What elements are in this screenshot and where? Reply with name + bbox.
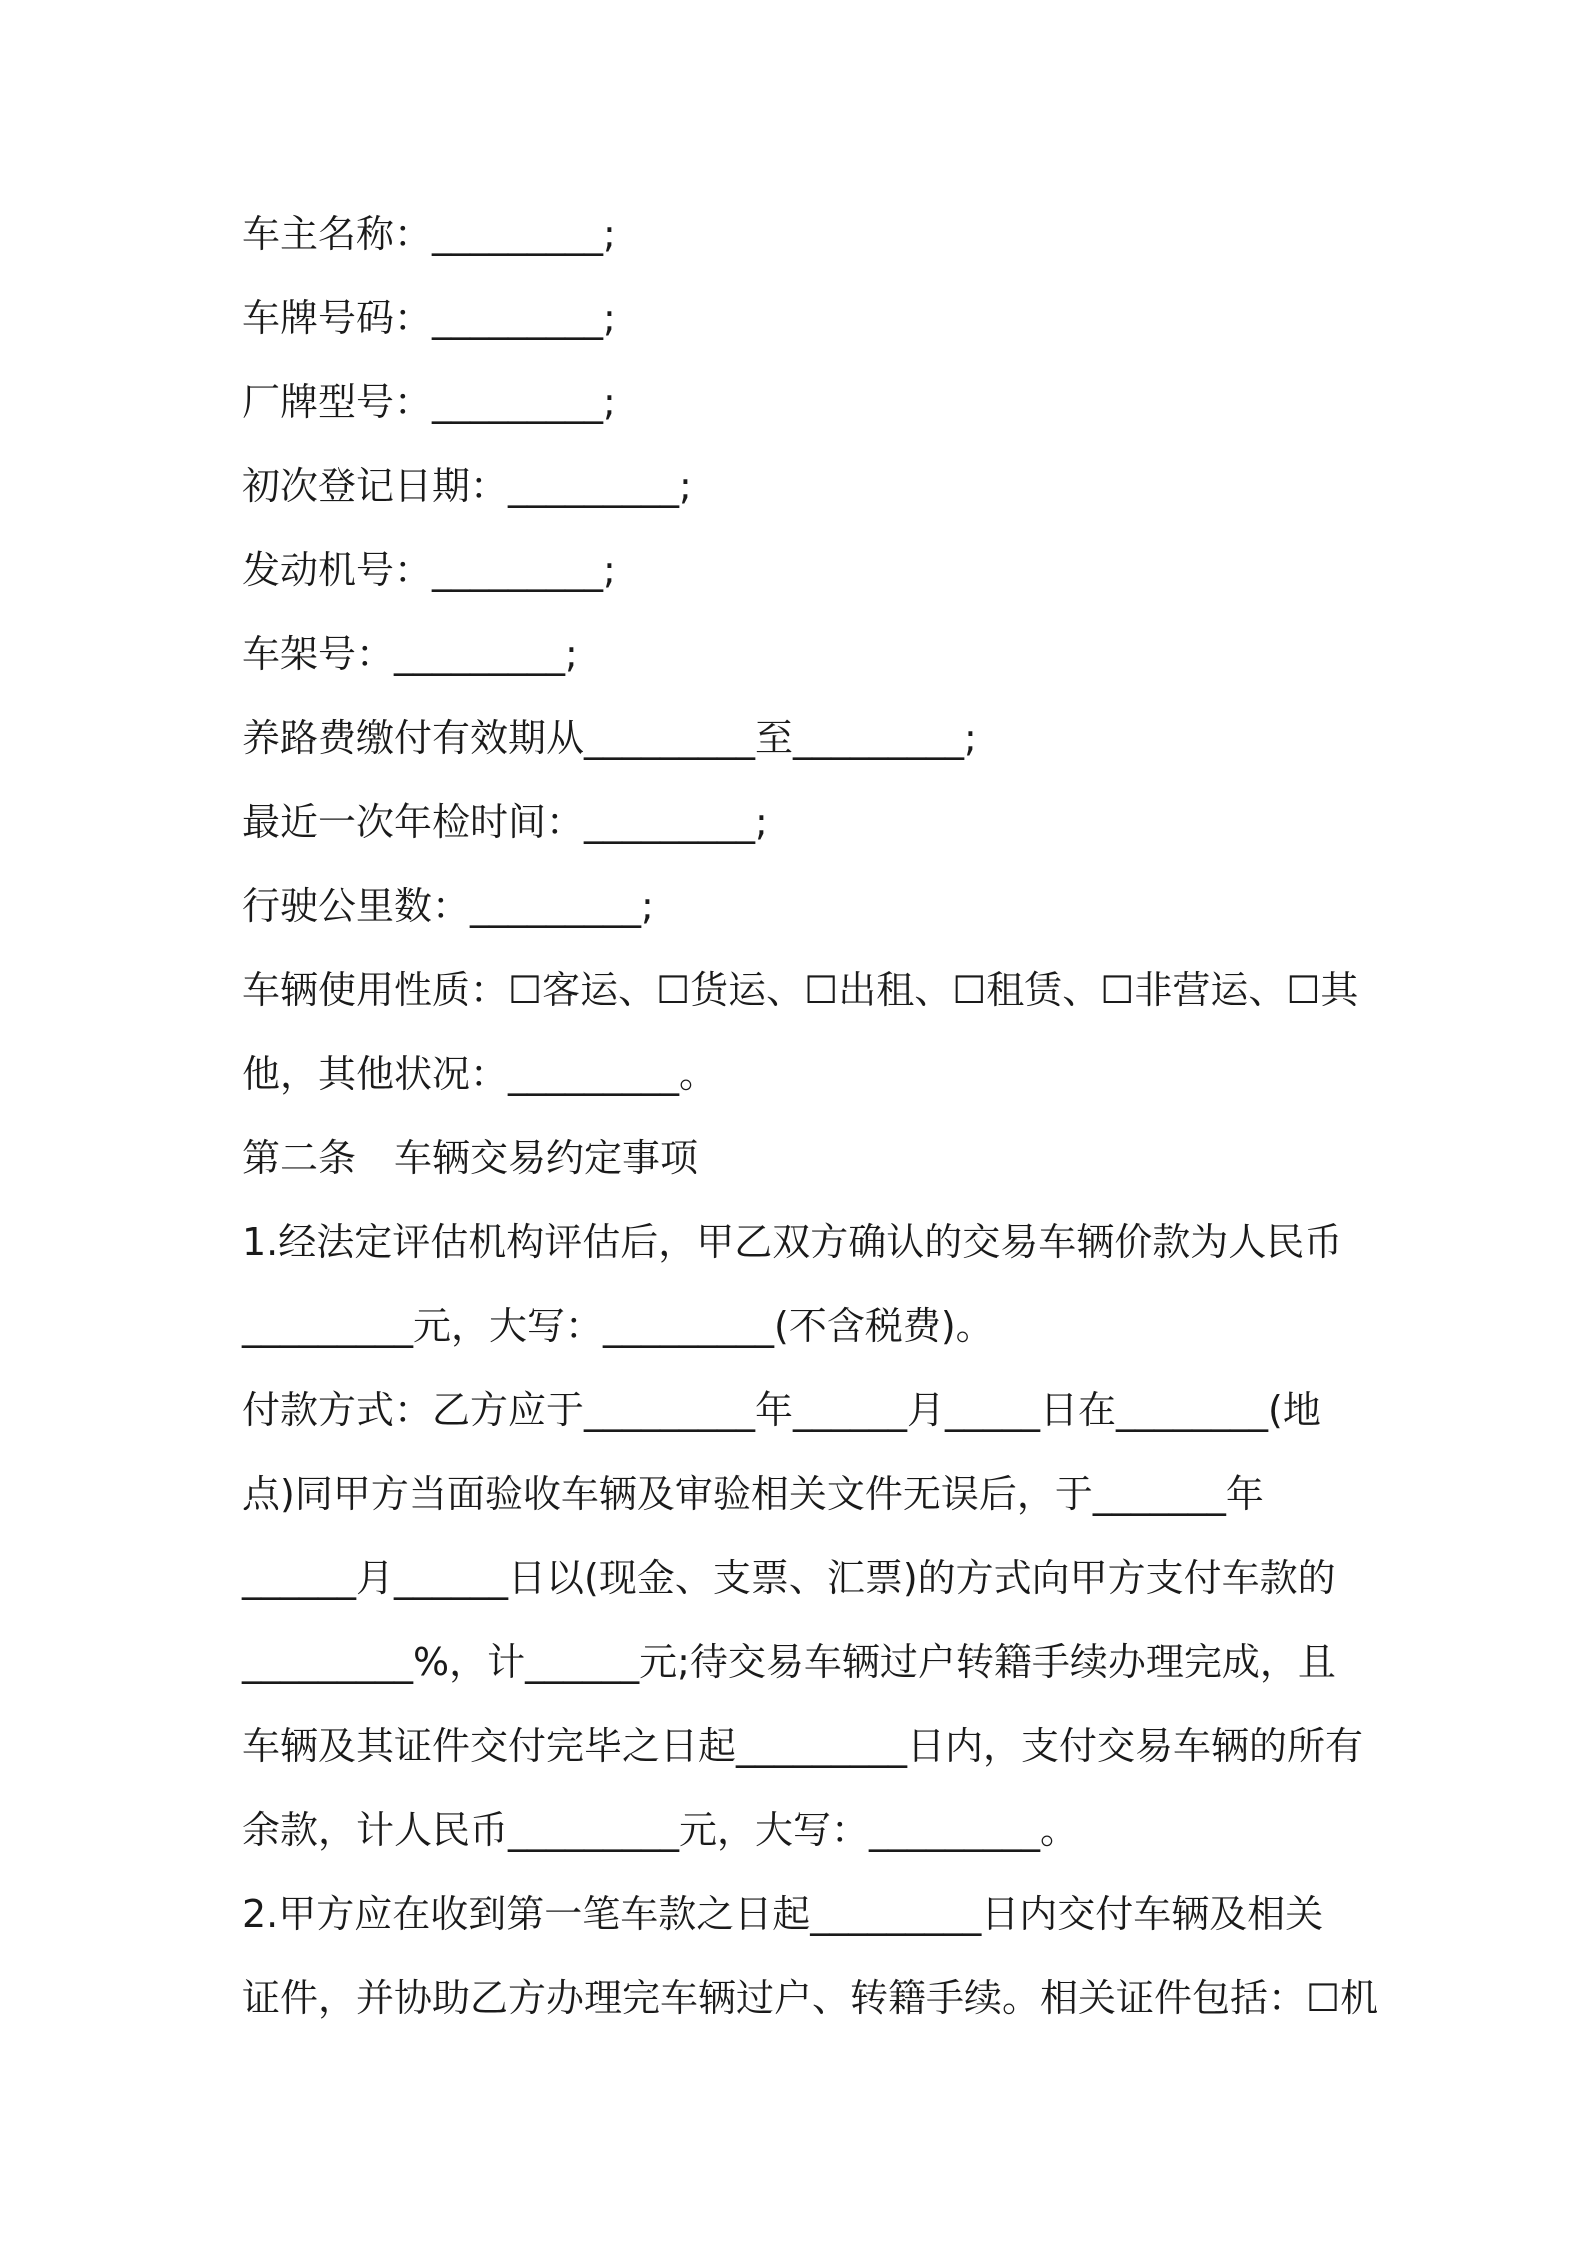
paragraph-line: 1.经法定评估机构评估后，甲乙双方确认的交易车辆价款为人民币 (242, 1220, 1343, 1264)
field-last-inspection: 最近一次年检时间：_________; (242, 800, 768, 844)
field-frame-number: 车架号：_________; (242, 632, 578, 676)
field-plate-number: 车牌号码：_________; (242, 296, 616, 340)
field-road-fee-validity: 养路费缴付有效期从_________至_________; (242, 716, 977, 760)
paragraph-line: 证件，并协助乙方办理完车辆过户、转籍手续。相关证件包括：☐机 (242, 1976, 1379, 2020)
paragraph-line: 付款方式：乙方应于_________年______月_____日在________(地 (242, 1388, 1321, 1432)
paragraph-line: 2.甲方应在收到第一笔车款之日起_________日内交付车辆及相关 (242, 1892, 1324, 1936)
paragraph-line: _________元，大写：_________(不含税费)。 (242, 1304, 994, 1348)
field-brand-model: 厂牌型号：_________; (242, 380, 616, 424)
paragraph-line: 点)同甲方当面验收车辆及审验相关文件无误后，于_______年 (242, 1472, 1264, 1516)
field-other-status: 他，其他状况：_________。 (242, 1052, 718, 1096)
contract-text (242, 192, 1379, 2040)
paragraph-line: ______月______日以(现金、支票、汇票)的方式向甲方支付车款的 (242, 1556, 1336, 1600)
field-first-registration-date: 初次登记日期：_________; (242, 464, 692, 508)
field-usage-nature: 车辆使用性质：☐客运、☐货运、☐出租、☐租赁、☐非营运、☐其 (242, 968, 1359, 1012)
paragraph-line: 余款，计人民币_________元，大写：_________。 (242, 1808, 1079, 1852)
paragraph-line: 车辆及其证件交付完毕之日起_________日内，支付交易车辆的所有 (242, 1724, 1364, 1768)
field-owner-name: 车主名称：_________; (242, 212, 616, 256)
field-mileage: 行驶公里数：_________; (242, 884, 654, 928)
section-heading: 第二条 车辆交易约定事项 (242, 1136, 699, 1180)
field-engine-number: 发动机号：_________; (242, 548, 616, 592)
paragraph-line: _________%，计______元;待交易车辆过户转籍手续办理完成，且 (242, 1640, 1336, 1684)
